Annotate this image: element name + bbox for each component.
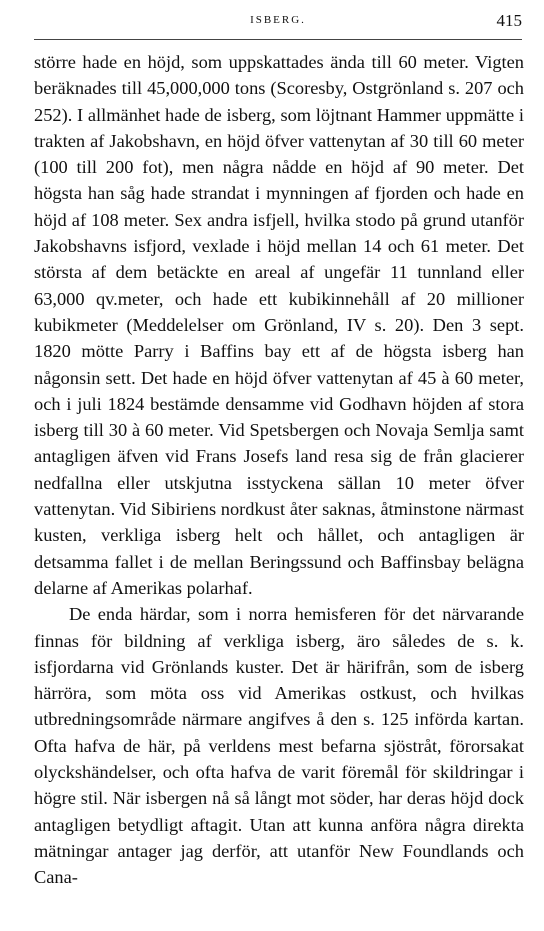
paragraph-2: De enda härdar, som i norra hemisferen för det närvarande finnas för bildning af verkliga isberg, äro således de s. k. isfjordarna vid Grönlands kuster. Det är härifrån, som de isberg härröra, som möta oss vid Amerikas ostkust, och hvilkas utbredningsområde närmare angifves å den s. 125 införda kartan. Ofta hafva de här, på verldens mest befarna sjöstråt, förorsakat olyckshändelser, och ofta hafva de varit föremål för skildringar i högre stil. När isbergen nå så långt mot söder, har deras höjd dock antagligen betydligt aftagit. Utan att kunna anföra några direkta mätningar antager jag derför, att utanför New Foundlands och Cana- [34, 604, 524, 888]
running-title: ISBERG. [250, 14, 306, 26]
body-text [34, 49, 524, 891]
header-rule [34, 39, 522, 40]
running-header [34, 11, 522, 35]
paragraph-1: större hade en höjd, som uppskattades ända till 60 meter. Vigten beräknades till 45,000,000 tons (Scoresby, Ostgrönland s. 207 och 252). I allmänhet hade de isberg, som löjtnant Hammer uppmätte i trakten af Jakobshavn, en höjd öfver vattenytan af 30 till 60 meter (100 till 200 fot), men några nådde en höjd af 90 meter. Det högsta han såg hade strandat i mynningen af fjorden och hade en höjd af 108 meter. Sex andra isfjell, hvilka stodo på grund utanför Jakobshavns isfjord, vexlade i höjd mellan 14 och 61 meter. Det största af dem betäckte en areal af ungefär 11 tunnland eller 63,000 qv.meter, och hade ett kubikinnehåll af 20 millioner kubikmeter (Meddelelser om Grönland, IV s. 20). Den 3 sept. 1820 mötte Parry i Baffins bay ett af de högsta isberg han någonsin sett. Det hade en höjd öfver vattenytan af 45 à 60 meter, och i juli 1824 bestämde densamme vid Godhavn höjden af stora isberg till 30 à 60 meter. Vid Spetsbergen och Novaja Semlja samt antagligen äfven vid Frans Josefs land resa sig de från glacierer nedfallna eller utskjutna isstyckena sällan 10 meter öfver vattenytan. Vid Sibiriens nordkust åter saknas, åtminstone närmast kusten, verkliga isberg helt och hållet, och antagligen är detsamma fallet i de mellan Beringssund och Baffinsbay belägna delarne af Amerikas polarhaf. [34, 52, 524, 598]
page-number: 415 [496, 11, 522, 30]
